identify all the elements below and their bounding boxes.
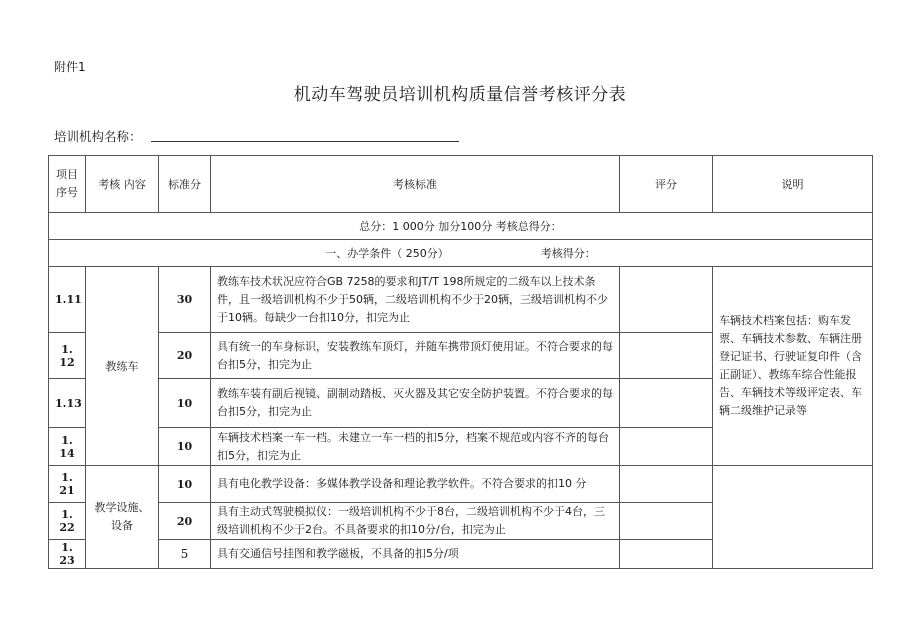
score-cell[interactable] xyxy=(620,503,713,540)
item-points: 10 xyxy=(159,428,211,466)
category-vehicles: 教练车 xyxy=(86,267,159,466)
section-score-label: 考核得分： xyxy=(540,247,596,260)
org-name-blank[interactable] xyxy=(151,141,459,142)
item-id: 1. 14 xyxy=(49,428,86,466)
header-standard-score: 标准分 xyxy=(159,156,211,213)
item-points: 10 xyxy=(159,466,211,503)
item-id: 1. 22 xyxy=(49,503,86,540)
score-cell[interactable] xyxy=(620,267,713,333)
item-points: 20 xyxy=(159,333,211,379)
header-item-no: 项目序号 xyxy=(49,156,86,213)
table-header-row xyxy=(49,156,873,213)
item-criteria: 教练车技术状况应符合GB 7258的要求和JT/T 198所规定的二级车以上技术条件，且一级培训机构不少于50辆，二级培训机构不少于20辆，三级培训机构不少于10辆。每缺少一台扣10分，扣完为止 xyxy=(211,267,620,333)
item-criteria: 教练车装有副后视镜、副制动踏板、灭火器及其它安全防护装置。不符合要求的每台扣5分，扣完为止 xyxy=(211,379,620,428)
item-id: 1.11 xyxy=(49,267,86,333)
score-cell[interactable] xyxy=(620,428,713,466)
org-name-label: 培训机构名称： xyxy=(54,129,142,144)
score-cell[interactable] xyxy=(620,540,713,569)
section-title: 一、办学条件（ 250分） xyxy=(325,247,449,260)
item-points: 20 xyxy=(159,503,211,540)
table-row xyxy=(49,267,873,333)
total-score-text: 总分：1 000分 加分100分 考核总得分： xyxy=(49,213,873,240)
item-criteria: 具有主动式驾驶模拟仪：一级培训机构不少于8台，二级培训机构不少于4台，三级培训机构不少于2台。不具备要求的扣10分/台，扣完为止 xyxy=(211,503,620,540)
score-cell[interactable] xyxy=(620,379,713,428)
score-cell[interactable] xyxy=(620,333,713,379)
header-content: 考核 内容 xyxy=(86,156,159,213)
facilities-note-cell xyxy=(713,466,873,569)
header-criteria: 考核标准 xyxy=(211,156,620,213)
item-criteria: 具有交通信号挂图和教学磁板，不具备的扣5分/项 xyxy=(211,540,620,569)
category-facilities: 教学设施、设备 xyxy=(86,466,159,569)
table-row xyxy=(49,466,873,503)
section-heading xyxy=(49,240,873,267)
item-id: 1. 12 xyxy=(49,333,86,379)
item-id: 1.13 xyxy=(49,379,86,428)
item-points: 10 xyxy=(159,379,211,428)
item-points: 30 xyxy=(159,267,211,333)
header-score: 评分 xyxy=(620,156,713,213)
item-id: 1. 23 xyxy=(49,540,86,569)
header-note: 说明 xyxy=(713,156,873,213)
page-title: 机动车驾驶员培训机构质量信誉考核评分表 xyxy=(293,85,627,105)
score-cell[interactable] xyxy=(620,466,713,503)
item-points: 5 xyxy=(159,540,211,569)
attachment-label: 附件1 xyxy=(54,60,86,74)
vehicles-note: 车辆技术档案包括：购车发票、车辆技术参数、车辆注册登记证书、行驶证复印件（含正副证）、教练车综合性能报告、车辆技术等级评定表、车辆二级维护记录等 xyxy=(713,267,873,466)
section-row xyxy=(49,240,873,267)
item-criteria: 具有统一的车身标识，安装教练车顶灯，并随车携带顶灯使用证。不符合要求的每台扣5分，扣完为止 xyxy=(211,333,620,379)
item-criteria: 具有电化教学设备：多媒体教学设备和理论教学软件。不符合要求的扣10 分 xyxy=(211,466,620,503)
total-row xyxy=(49,213,873,240)
score-table xyxy=(48,155,873,569)
item-id: 1. 21 xyxy=(49,466,86,503)
item-criteria: 车辆技术档案一车一档。未建立一车一档的扣5分，档案不规范或内容不齐的每台扣5分，扣完为止 xyxy=(211,428,620,466)
